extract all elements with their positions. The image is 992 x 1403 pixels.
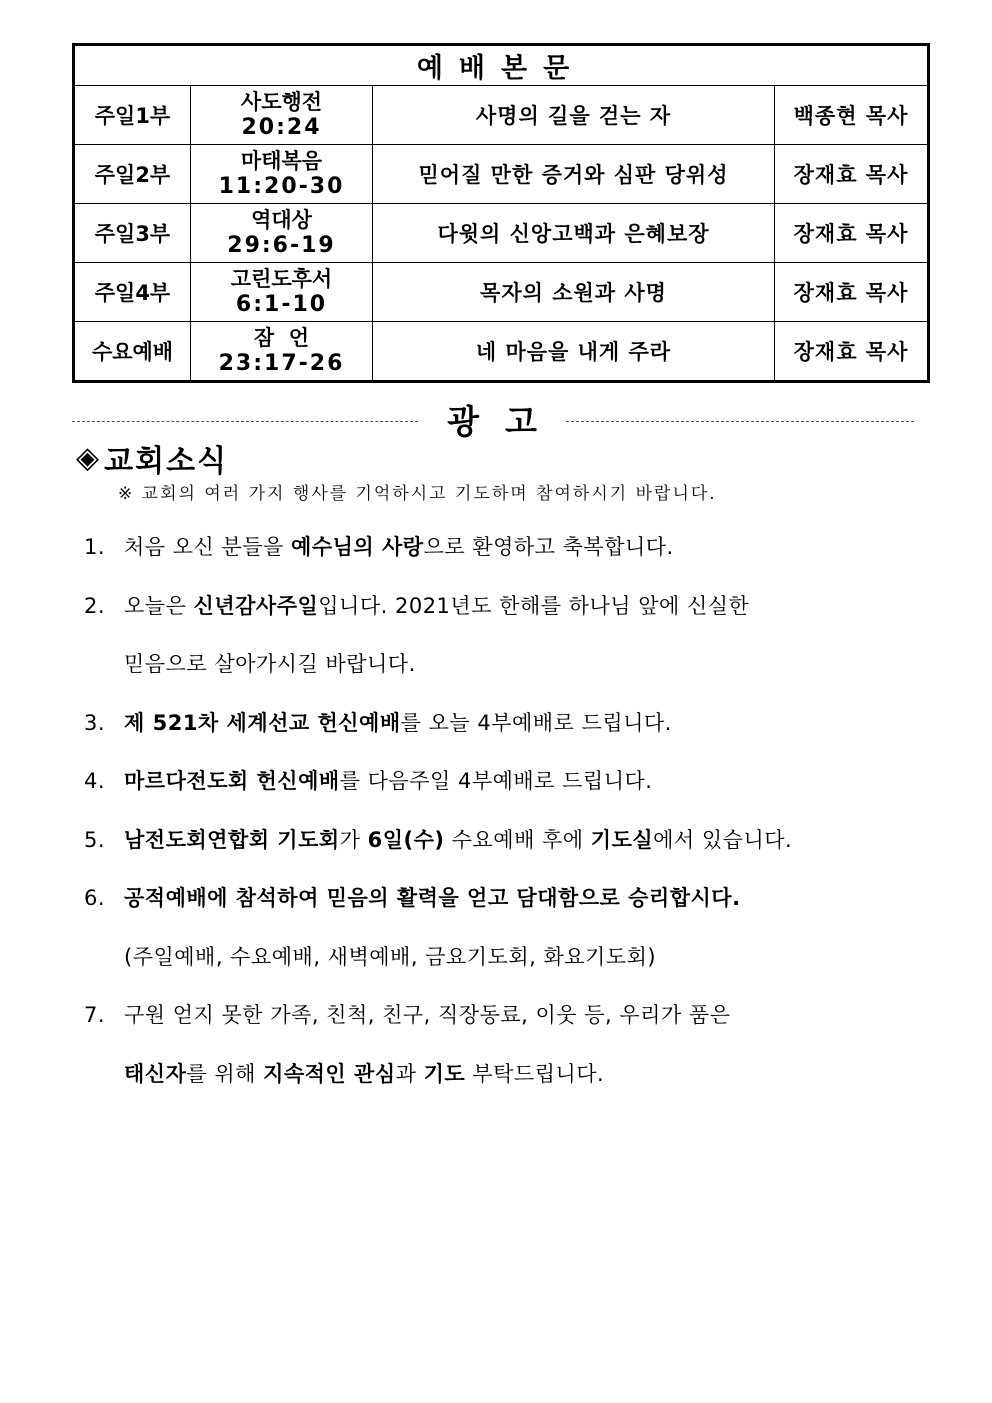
emphasized-text: 태신자 [124, 1061, 187, 1086]
schedule-title: 예배본문 [74, 45, 929, 86]
item-number: 1. [84, 535, 106, 559]
item-text: 믿음으로 살아가시길 바랍니다. [124, 652, 416, 676]
scripture-reference: 29:6-19 [227, 233, 336, 258]
item-text: 를 다음주일 4부예배로 드립니다. [339, 769, 653, 793]
item-text: 를 오늘 4부예배로 드립니다. [400, 710, 672, 735]
dashed-divider-left [72, 421, 418, 422]
ads-title: 광고 [447, 402, 563, 441]
church-news-note: ※ 교회의 여러 가지 행사를 기억하시고 기도하며 참여하시기 바랍니다. [118, 484, 717, 504]
item-text: 부탁드립니다. [465, 1061, 605, 1086]
schedule-row [74, 204, 929, 263]
church-news-heading [76, 436, 228, 480]
emphasized-text: 6일(수) [367, 827, 445, 852]
emphasized-text: 공적예배에 참석하여 믿음의 활력을 얻고 담대함으로 승리합시다. [124, 886, 741, 910]
item-text: 가 [339, 827, 368, 852]
sermon-title: 네 마음을 내게 주라 [373, 322, 775, 382]
sermon-title: 사명의 길을 걷는 자 [373, 86, 775, 145]
emphasized-text: 남전도회연합회 기도회 [124, 827, 340, 852]
church-news-title: 교회소식 [104, 444, 229, 479]
sermon-title: 목자의 소원과 사명 [373, 263, 775, 322]
announcement-item [84, 589, 944, 648]
emphasized-text: 제 521차 세계선교 헌신예배 [124, 710, 401, 735]
scripture-book: 잠 언 [253, 326, 310, 350]
announcement-list [84, 530, 944, 1115]
item-text: 으로 환영하고 축복합니다. [423, 535, 674, 559]
service-name: 수요예배 [74, 322, 191, 382]
item-number: 4. [84, 769, 106, 793]
scripture-book: 고린도후서 [230, 267, 333, 291]
item-text: 를 위해 [186, 1061, 264, 1086]
service-name: 주일3부 [74, 204, 191, 263]
worship-schedule-table [72, 43, 930, 383]
preacher-name: 장재효 목사 [775, 204, 929, 263]
item-text: 구원 얻지 못한 가족, 친척, 친구, 직장동료, 이웃 등, 우리가 품은 [124, 1003, 731, 1027]
service-name: 주일1부 [74, 86, 191, 145]
scripture-book: 역대상 [251, 208, 312, 232]
preacher-name: 백종현 목사 [775, 86, 929, 145]
preacher-name: 장재효 목사 [775, 263, 929, 322]
ads-header [72, 396, 914, 441]
emphasized-text: 지속적인 관심 [263, 1061, 396, 1086]
item-text: 입니다. 2021년도 한해를 하나님 앞에 신실한 [318, 593, 750, 618]
announcement-item [84, 706, 944, 765]
item-number: 7. [84, 1003, 106, 1027]
emphasized-text: 기도실 [590, 827, 654, 852]
announcement-item-continuation [84, 647, 944, 706]
dashed-divider-right [566, 421, 914, 422]
item-number: 5. [84, 827, 106, 852]
announcement-item [84, 881, 944, 940]
scripture-cell [191, 322, 373, 382]
emphasized-text: 기도 [423, 1061, 466, 1086]
announcement-item-continuation [84, 940, 944, 999]
service-name: 주일4부 [74, 263, 191, 322]
scripture-cell [191, 86, 373, 145]
item-number: 6. [84, 886, 106, 910]
preacher-name: 장재효 목사 [775, 145, 929, 204]
announcement-item [84, 530, 944, 589]
emphasized-text: 예수님의 사랑 [291, 535, 424, 559]
item-number: 2. [84, 593, 106, 618]
emphasized-text: 신년감사주일 [193, 593, 319, 618]
item-text: 오늘은 [124, 593, 194, 618]
item-number: 3. [84, 710, 106, 735]
item-text: 수요예배 후에 [444, 827, 591, 852]
schedule-row [74, 86, 929, 145]
item-text: 에서 있습니다. [653, 827, 793, 852]
announcement-item [84, 764, 944, 823]
item-text: 과 [395, 1061, 424, 1086]
diamond-bullet-icon: ◈ [76, 440, 100, 476]
emphasized-text: 마르다전도회 헌신예배 [124, 769, 340, 793]
schedule-row [74, 263, 929, 322]
scripture-cell [191, 204, 373, 263]
preacher-name: 장재효 목사 [775, 322, 929, 382]
service-name: 주일2부 [74, 145, 191, 204]
announcement-item [84, 823, 944, 882]
scripture-cell [191, 145, 373, 204]
item-text: 처음 오신 분들을 [124, 535, 292, 559]
scripture-book: 마태복음 [240, 149, 323, 173]
sermon-title: 다윗의 신앙고백과 은혜보장 [373, 204, 775, 263]
schedule-row [74, 322, 929, 382]
scripture-reference: 20:24 [241, 115, 322, 140]
announcement-item [84, 998, 944, 1057]
announcement-item-continuation [84, 1057, 944, 1116]
item-text: (주일예배, 수요예배, 새벽예배, 금요기도회, 화요기도회) [124, 944, 657, 969]
sermon-title: 믿어질 만한 증거와 심판 당위성 [373, 145, 775, 204]
scripture-cell [191, 263, 373, 322]
scripture-reference: 23:17-26 [218, 351, 345, 376]
scripture-book: 사도행전 [240, 90, 323, 114]
scripture-reference: 6:1-10 [235, 292, 328, 317]
scripture-reference: 11:20-30 [218, 174, 345, 199]
schedule-row [74, 145, 929, 204]
